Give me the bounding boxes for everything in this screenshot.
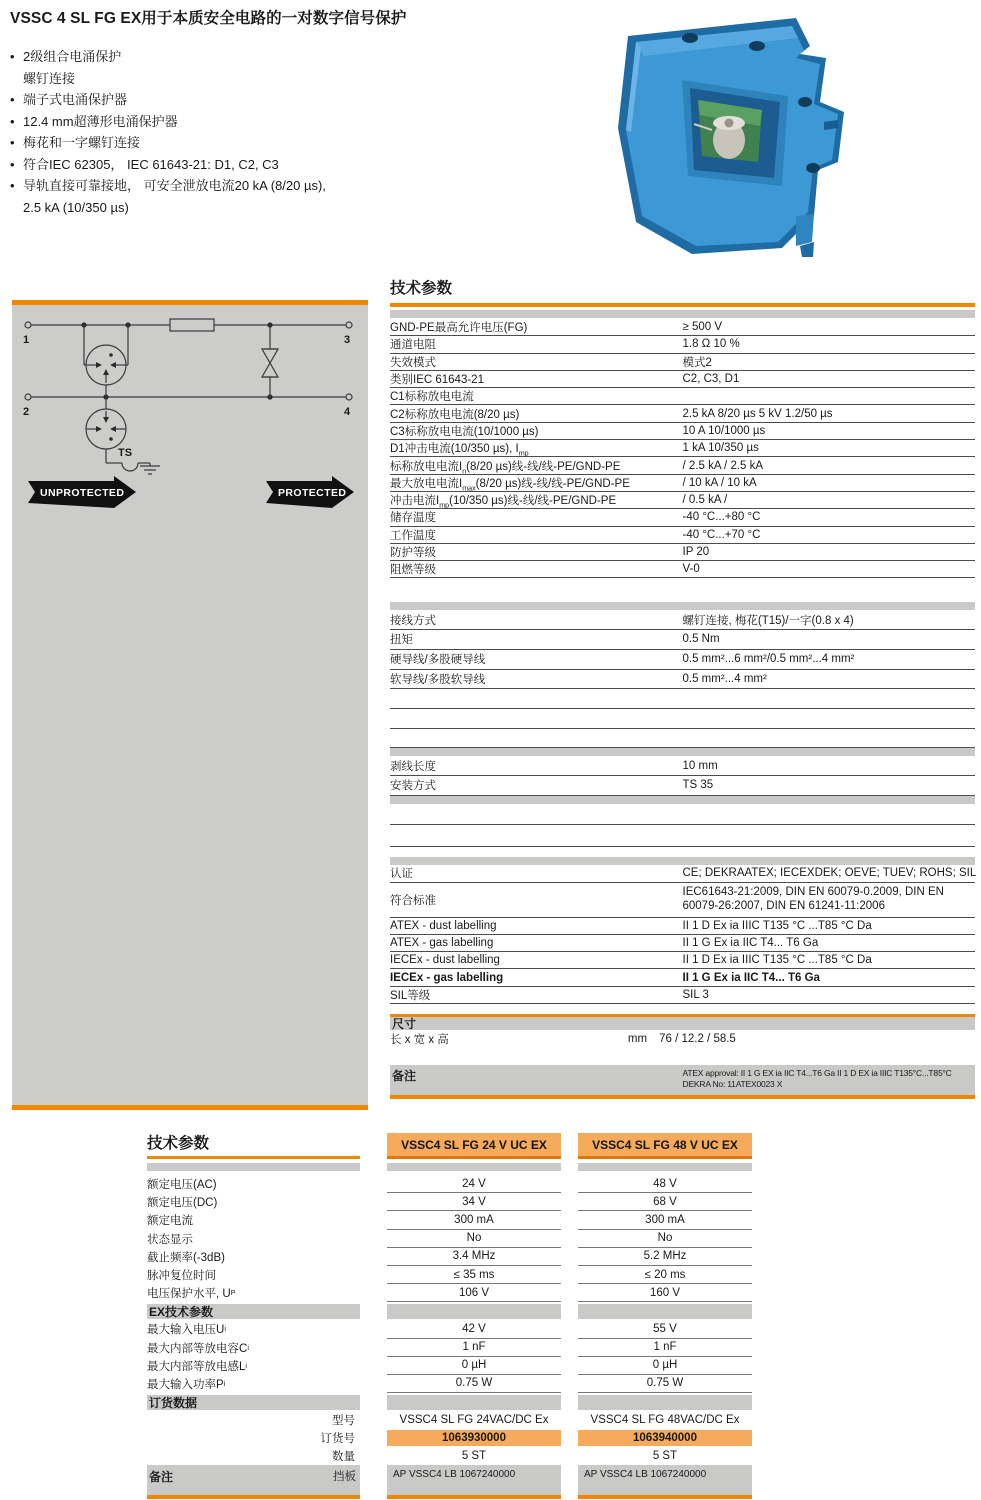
spec-value: 1 kA 10/350 µs: [682, 442, 759, 455]
spec-row: [390, 405, 975, 422]
variants-title-rule: [147, 1156, 360, 1159]
spec-row: [390, 509, 975, 526]
variant-row-label: 订货号: [320, 1433, 355, 1446]
variant-column-header-1: VSSC4 SL FG 24 V UC EX: [387, 1133, 561, 1159]
unprotected-label: UNPROTECTED: [40, 487, 125, 499]
remark-label-cell: [147, 1465, 360, 1499]
spec-label: 工作温度: [390, 529, 436, 542]
table-gap: [390, 1004, 975, 1014]
spec-row: [390, 630, 975, 650]
variant-row: [147, 1447, 752, 1465]
spec-value: 2.5 kA 8/20 µs 5 kV 1.2/50 µs: [682, 407, 833, 420]
spec-row-empty: [390, 729, 975, 749]
variant-row-label: 状态显示: [147, 1233, 193, 1246]
spec-label: C1标称放电电流: [390, 391, 474, 404]
feature-line: • 导轨直接可靠接地， 可安全泄放电流20 kA (8/20 µs),: [23, 178, 326, 193]
remark-block: [390, 1065, 975, 1099]
spec-value: II 1 D Ex ia IIIC T135 °C ...T85 °C Da: [682, 919, 872, 932]
spec-value: C2, C3, D1: [682, 373, 740, 386]
spec-row: [390, 610, 975, 630]
spec-value: 0.5 Nm: [682, 633, 720, 646]
variant-value: 48 V: [578, 1175, 752, 1193]
section-label: 订货数据: [147, 1395, 360, 1410]
spec-label: 最大放电电流$I_{max}(8/20$ µs)线-线/线-PE/GND-PE: [390, 477, 630, 493]
spec-row: [390, 336, 975, 353]
remark-text-line1: ATEX approval: II 1 G EX ia IIC T4...T6 Ga II 1 D EX ia IIIC T135°C...T85°C: [682, 1067, 952, 1078]
variant-value: 24 V: [387, 1175, 561, 1193]
table-band: [390, 857, 975, 865]
terminal-4-label: 4: [344, 406, 351, 418]
variant-row-label: 型号: [332, 1415, 355, 1428]
spec-label: 认证: [390, 868, 413, 881]
spec-value: 螺钉连接, 梅花(T15)/一字(0.8 x 4): [682, 614, 854, 627]
spec-label: SIL等级: [390, 989, 431, 1002]
baffle-value: AP VSSC4 LB 1067240000: [578, 1465, 752, 1499]
spec-value: -40 °C...+70 °C: [682, 528, 761, 541]
spec-row: [390, 440, 975, 457]
feature-list: [10, 46, 326, 218]
circuit-diagram-panel: [12, 300, 368, 1110]
protected-label: PROTECTED: [278, 487, 347, 499]
spec-label: 剥线长度: [390, 760, 436, 773]
variant-value: 0 µH: [578, 1357, 752, 1375]
terminal-2-label: 2: [23, 406, 30, 418]
spec-label: GND-PE最高允许电压(FG): [390, 322, 528, 335]
spec-value: ≥ 500 V: [682, 321, 723, 334]
variant-row: [147, 1320, 752, 1338]
spec-row: [390, 527, 975, 544]
variant-row-label: 脉冲复位时间: [147, 1270, 216, 1283]
feature-line: • 梅花和一字螺钉连接: [23, 135, 141, 150]
remark-text-line2: DEKRA No: 11ATEX0023 X: [682, 1078, 783, 1089]
spec-label: ATEX - dust labelling: [390, 919, 497, 932]
variants-title-block: [147, 1130, 360, 1159]
remark-text: [683, 1065, 976, 1095]
variant-value: 5.2 MHz: [578, 1248, 752, 1266]
spec-row: [390, 544, 975, 561]
spec-row: [390, 756, 975, 776]
variants-table: [147, 1130, 752, 1499]
terminal-block-illustration: [600, 10, 910, 262]
feature-line: • 2级组合电涌保护: [23, 49, 122, 64]
variant-row-label: 额定电压(DC): [147, 1197, 218, 1210]
variant-section-header: [147, 1304, 752, 1319]
table-gap: [390, 578, 975, 602]
remark-label: 备注: [149, 1470, 174, 1485]
variant-value: 0.75 W: [387, 1375, 561, 1393]
variant-value: 55 V: [578, 1320, 752, 1338]
circuit-diagram: [12, 305, 368, 515]
feature-item: [10, 132, 326, 154]
variant-row-label: 最大内部等放电容C i: [147, 1342, 249, 1355]
variant-row: [147, 1375, 752, 1393]
variant-section-header: [147, 1395, 752, 1410]
terminal-3-label: 3: [344, 334, 351, 346]
spec-value: / 0.5 kA /: [682, 494, 728, 507]
spec-row-empty: [390, 709, 975, 729]
variant-value: VSSC4 SL FG 48VAC/DC Ex: [590, 1414, 740, 1427]
remark-label: 备注: [392, 1068, 417, 1083]
spec-row: [390, 423, 975, 440]
spec-label: 符合标准: [390, 894, 436, 907]
spec-label: 扭矩: [390, 634, 413, 647]
variant-row-label: 截止频率(-3dB): [147, 1251, 225, 1264]
spec-value: 0.5 mm²...4 mm²: [682, 672, 767, 685]
variant-row-label: 额定电压(AC): [147, 1179, 217, 1192]
dimensions-section-header: 尺寸: [390, 1014, 975, 1030]
spec-value: 模式2: [682, 356, 712, 369]
spec-label: 通道电阻: [390, 339, 436, 352]
order-number: 1063930000: [387, 1430, 561, 1446]
spec-value: SIL 3: [682, 988, 709, 1001]
spec-value: II 1 D Ex ia IIIC T135 °C ...T85 °C Da: [682, 954, 872, 967]
variant-value: ≤ 35 ms: [387, 1266, 561, 1284]
spec-label: 接线方式: [390, 614, 436, 627]
section-band: [387, 1395, 561, 1410]
spec-value: 1.8 Ω 10 %: [682, 338, 740, 351]
unprotected-arrow: [28, 476, 136, 508]
spec-row: [390, 1030, 975, 1048]
spec-row-empty: [390, 804, 975, 826]
gas-discharge-tube-symbol: [84, 325, 128, 397]
spec-row: [390, 388, 975, 405]
feature-line: • 端子式电涌保护器: [23, 92, 128, 107]
variant-row: [147, 1211, 752, 1229]
terminal-3: [346, 322, 352, 328]
spec-value: TS 35: [682, 779, 714, 792]
variant-value: 0 µH: [387, 1357, 561, 1375]
product-photo: [600, 10, 910, 262]
spec-row: [390, 319, 975, 336]
spec-value: 0.5 mm²...6 mm²/0.5 mm²...4 mm²: [682, 653, 855, 666]
terminal-2: [25, 394, 31, 400]
spec-label: C2标称放电电流(8/20 µs): [390, 408, 520, 421]
variants-rows: [147, 1175, 752, 1499]
spec-value: IP 20: [682, 546, 710, 558]
variant-row: [147, 1193, 752, 1211]
spec-row: [390, 952, 975, 969]
variant-value: 34 V: [387, 1193, 561, 1211]
spec-row: [390, 650, 975, 670]
page-title: VSSC 4 SL FG EX用于本质安全电路的一对数字信号保护: [10, 10, 407, 27]
terminal-1: [25, 322, 31, 328]
variant-row-label: 电压保护水平, U P: [147, 1288, 236, 1301]
variant-value: 1 nF: [578, 1339, 752, 1357]
variant-value: 106 V: [387, 1284, 561, 1302]
spec-row: [390, 492, 975, 509]
feature-item: [10, 111, 326, 133]
terminal-1-label: 1: [23, 334, 30, 346]
variants-header: [147, 1130, 752, 1159]
spec-row: [390, 371, 975, 388]
feature-line: 2.5 kA (10/350 µs): [23, 199, 129, 215]
spec-row: [390, 670, 975, 690]
spec-row-empty: [390, 825, 975, 847]
order-number: 1063940000: [578, 1430, 752, 1446]
spec-value: CE; DEKRAATEX; IECEXDEK; OEVE; TUEV; ROHS; SIL: [682, 867, 977, 880]
variant-value: 300 mA: [387, 1211, 561, 1229]
variants-header-bands: [147, 1163, 752, 1171]
spec-label: 标称放电电流$I_n(8/20$ µs)线-线/线-PE/GND-PE: [390, 460, 621, 475]
spec-label: 硬导线/多股硬导线: [390, 654, 486, 667]
spec-row: [390, 865, 975, 882]
resistor-symbol: [170, 319, 214, 331]
spec-rows: [390, 319, 975, 1048]
variant-row: [147, 1230, 752, 1248]
feature-item: [10, 46, 326, 89]
variant-row: [147, 1248, 752, 1266]
terminal-4: [346, 394, 352, 400]
spec-unit: mm: [627, 1032, 648, 1045]
spec-label: 储存温度: [390, 512, 436, 525]
spec-value: V-0: [682, 563, 700, 576]
section-band: [387, 1304, 561, 1319]
variant-value: 5 ST: [652, 1450, 678, 1463]
table-band: [390, 602, 975, 610]
variant-value: 42 V: [387, 1320, 561, 1338]
variant-value: No: [578, 1230, 752, 1248]
variant-value: 3.4 MHz: [387, 1248, 561, 1266]
feature-line: 螺钉连接: [23, 70, 76, 86]
table-header-band: [390, 310, 975, 318]
spec-label: 防护等级: [390, 547, 436, 559]
variant-value: 5 ST: [461, 1450, 487, 1463]
spec-label: IECEx - gas labelling: [390, 971, 504, 984]
feature-item: [10, 175, 326, 218]
baffle-value: AP VSSC4 LB 1067240000: [387, 1465, 561, 1499]
variant-row: [147, 1411, 752, 1429]
spec-label: ATEX - gas labelling: [390, 936, 494, 949]
spec-label: C3标称放电电流(10/1000 µs): [390, 425, 539, 438]
spec-label: 类别IEC 61643-21: [390, 374, 484, 387]
spec-label: 阻燃等级: [390, 564, 436, 577]
variant-value: ≤ 20 ms: [578, 1266, 752, 1284]
spec-row: [390, 354, 975, 371]
spec-row-empty: [390, 689, 975, 709]
variant-value: No: [387, 1230, 561, 1248]
spec-label: 软导线/多股软导线: [390, 673, 486, 686]
spec-row: [390, 883, 975, 918]
variant-row: [147, 1284, 752, 1302]
table-gap: [390, 847, 975, 857]
variant-value: 1 nF: [387, 1339, 561, 1357]
spec-value: -40 °C...+80 °C: [682, 511, 761, 524]
spec-row: [390, 776, 975, 796]
spec-value: 10 A 10/1000 µs: [682, 424, 766, 437]
spec-row: [390, 918, 975, 935]
variant-row-label: 额定电流: [147, 1215, 193, 1228]
variant-row-label: 最大输入电压U i: [147, 1324, 226, 1337]
variants-title: 技术参数: [147, 1135, 210, 1152]
spec-value: 76 / 12.2 / 58.5: [659, 1032, 736, 1045]
suppressor-diode-symbol: [262, 325, 278, 397]
variant-row-label: 最大内部等放电感L i: [147, 1360, 247, 1373]
variant-row: [147, 1175, 752, 1193]
variant-row: [147, 1266, 752, 1284]
spec-value: IEC61643-21:2009, DIN EN 60079-0.2009, DIN EN 60079-26:2007, DIN EN 61241-11:2006: [682, 886, 944, 912]
variant-column-header-2: VSSC4 SL FG 48 V UC EX: [578, 1133, 752, 1159]
spec-row: [390, 935, 975, 952]
variant-value: 160 V: [578, 1284, 752, 1302]
spec-row: [390, 987, 975, 1004]
spec-label: 失效模式: [390, 356, 436, 369]
ts-label: TS: [118, 447, 133, 459]
feature-item: [10, 89, 326, 111]
main-spec-table: [390, 276, 975, 1099]
spec-value: 10 mm: [682, 759, 718, 772]
spec-row: [390, 561, 975, 578]
variant-row-label: 最大输入功率P i: [147, 1378, 226, 1391]
spec-label: D1冲击电流(10/350 µs), $I_{mp}$: [390, 443, 529, 458]
spec-row: [390, 457, 975, 474]
spec-value: / 2.5 kA / 2.5 kA: [682, 459, 764, 472]
variant-row: [147, 1357, 752, 1375]
spec-value: II 1 G Ex ia IIC T4... T6 Ga: [682, 971, 820, 984]
variant-value: 68 V: [578, 1193, 752, 1211]
table-band: [390, 748, 975, 756]
variant-row: [147, 1429, 752, 1447]
section-band: [578, 1304, 752, 1319]
spec-row: [390, 969, 975, 986]
section-band: [578, 1395, 752, 1410]
variant-row: [147, 1339, 752, 1357]
protected-arrow: [266, 476, 354, 508]
spec-label: IECEx - dust labelling: [390, 954, 500, 967]
table-band: [390, 796, 975, 804]
variant-value: VSSC4 SL FG 24VAC/DC Ex: [399, 1414, 549, 1427]
spec-label: 安装方式: [390, 780, 436, 793]
feature-item: [10, 154, 326, 176]
section-label: EX技术参数: [147, 1304, 360, 1319]
feature-line: • 符合IEC 62305， IEC 61643-21: D1, C2, C3: [23, 156, 279, 172]
variant-value: 300 mA: [578, 1211, 752, 1229]
feature-line: • 12.4 mm超薄形电涌保护器: [23, 113, 178, 129]
spec-value: II 1 G Ex ia IIC T4... T6 Ga: [682, 936, 819, 949]
spec-value: / 10 kA / 10 kA: [682, 476, 757, 489]
spec-label: 长 x 宽 x 高: [390, 1033, 449, 1046]
main-spec-title: 技术参数: [390, 276, 975, 307]
earth-ground-symbol: [140, 463, 160, 474]
baffle-label: 挡板: [333, 1471, 356, 1484]
variant-row-label: 数量: [332, 1451, 355, 1464]
variant-value: 0.75 W: [578, 1375, 752, 1393]
variant-remark-row: [147, 1465, 752, 1499]
spec-row: [390, 475, 975, 492]
spec-label: 冲击电流$I_{mp}(10/350$ µs)线-线/线-PE/GND-PE: [390, 495, 617, 510]
